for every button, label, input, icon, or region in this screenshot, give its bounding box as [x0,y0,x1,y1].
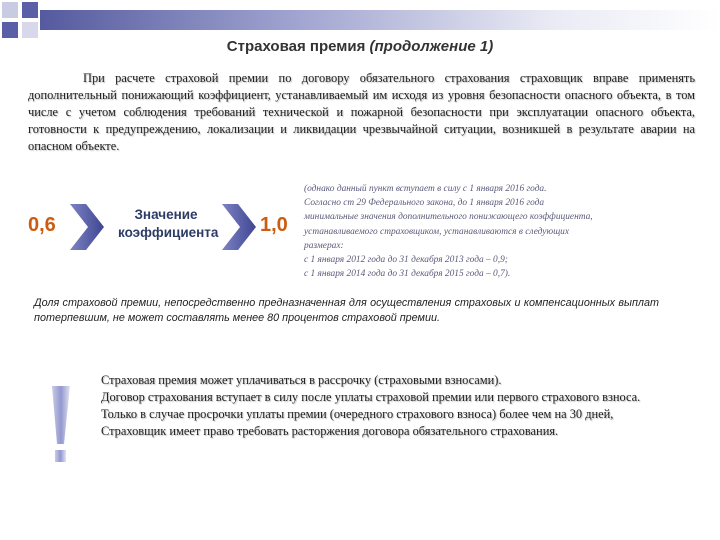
list-item: Только в случае просрочки уплаты премии (очередного страхового взноса) более чем на 30 дней, [101,407,614,421]
coefficient-label-line1: Значение [134,207,198,222]
slide-title [0,38,720,55]
note-line: размерах: [304,240,344,251]
chevron-right-icon [70,204,104,250]
note-line: устанавливаемого страховщиком, устанавливаются в следующих [304,226,569,237]
coefficient-label [118,206,219,242]
header-bar [40,10,720,30]
chevron-right-icon [222,204,256,250]
coefficient-label-line2: коэффициента [118,225,219,240]
note-line: (однако данный пункт вступает в силу с 1 января 2016 года. [304,184,547,194]
decor-square-dark [22,2,38,18]
list-item: Договор страхования вступает в силу после уплаты страховой премии или первого страхового взноса. [101,390,641,404]
premium-paragraph: При расчете страховой премии по договору обязательного страхования страховщик вправе применять дополнительный понижающий коэффициент, устанавливаемый им исходя из уровня безопасности опасного объекта, в том числе с учетом соблюдения требований технической и пожарной безопасности при эксплуатации опасного объекта, готовности к предупреждению, локализации и ликвидации чрезвычайной ситуации, возникшей в результате аварии на опасном объекте. [28,71,695,153]
coefficient-max: 1,0 [260,214,288,236]
decor-square-light [22,22,38,38]
coefficient-note [304,182,684,281]
note-line: минимальные значения дополнительного понижающего коэффициента, [304,212,593,223]
coefficient-min: 0,6 [28,214,56,236]
note-line: с 1 января 2012 года до 31 декабря 2013 года – 0,9; [304,255,508,266]
note-line: Согласно ст 29 Федерального закона, до 1 января 2016 года [304,198,545,209]
note-line: с 1 января 2014 года до 31 декабря 2015 года – 0,7). [304,269,511,280]
payment-points [101,372,693,440]
list-item: Страховщик имеет право требовать расторжения договора обязательного страхования. [101,424,559,438]
decor-square-dark [2,22,18,38]
title-sub: (продолжение 1) [369,38,494,55]
exclamation-icon [48,386,72,466]
title-main: Страховая премия [226,38,366,55]
list-item: Страховая премия может уплачиваться в рассрочку (страховыми взносами). [101,373,502,387]
decor-square-light [2,2,18,18]
premium-share-paragraph: Доля страховой премии, непосредственно предназначенная для осуществления страховых и компенсационных выплат потерпевшим, не может составлять менее 80 процентов страховой премии. [34,297,659,324]
